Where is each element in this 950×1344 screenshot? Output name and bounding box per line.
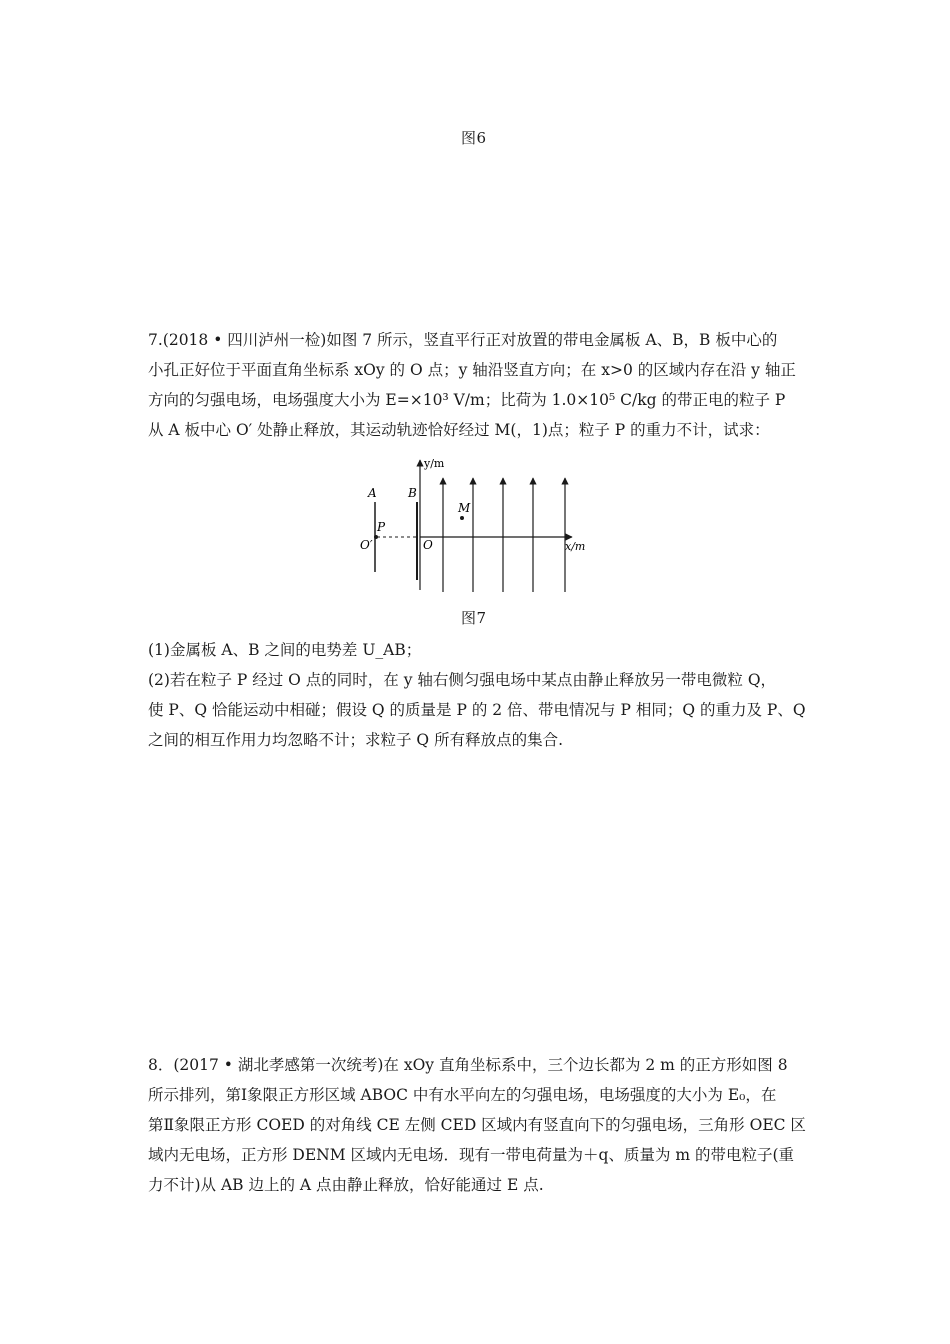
point-p-label: P xyxy=(377,520,386,534)
problem-8-text xyxy=(148,1050,808,1200)
plate-b-label: B xyxy=(408,486,417,500)
problem-7-line: 7.(2018 • 四川泸州一检)如图 7 所示，竖直平行正对放置的带电金属板 A、B，B 板中心的 xyxy=(148,331,778,349)
problem-8-line: 力不计)从 AB 边上的 A 点由静止释放，恰好能通过 E 点. xyxy=(148,1176,544,1194)
point-o-prime-label: O′ xyxy=(360,538,373,552)
question-2-line: 使 P、Q 恰能运动中相碰；假设 Q 的质量是 P 的 2 倍、带电情况与 P 相同；Q 的重力及 P、Q xyxy=(148,701,806,719)
point-p-dot xyxy=(374,535,378,539)
figure-7-caption: 图7 xyxy=(461,609,487,627)
point-m-label: M xyxy=(458,501,471,515)
problem-7-questions xyxy=(148,635,808,755)
point-m-dot xyxy=(460,516,464,520)
x-axis-label: x/m xyxy=(565,540,586,553)
figure-6-caption: 图6 xyxy=(461,129,487,147)
problem-8-line: 8．(2017 • 湖北孝感第一次统考)在 xOy 直角坐标系中，三个边长都为 2 m 的正方形如图 8 xyxy=(148,1056,788,1074)
origin-label: O xyxy=(423,538,433,552)
question-2-line: (2)若在粒子 P 经过 O 点的同时，在 y 轴右侧匀强电场中某点由静止释放另一带电微粒 Q， xyxy=(148,671,777,689)
question-2-line: 之间的相互作用力均忽略不计；求粒子 Q 所有释放点的集合. xyxy=(148,731,563,749)
problem-8-line: 第Ⅱ象限正方形 COED 的对角线 CE 左侧 CED 区域内有竖直向下的匀强电场，三角形 OEC 区 xyxy=(148,1116,806,1134)
question-1: (1)金属板 A、B 之间的电势差 U_AB； xyxy=(148,641,422,659)
problem-8-line: 域内无电场，正方形 DENM 区域内无电场．现有一带电荷量为＋q、质量为 m 的带电粒子(重 xyxy=(148,1146,795,1164)
problem-7-line: 方向的匀强电场，电场强度大小为 E=×10³ V/m；比荷为 1.0×10⁵ C/kg 的带正电的粒子 P xyxy=(148,391,786,409)
problem-7-line: 从 A 板中心 O′ 处静止释放，其运动轨迹恰好经过 M(，1)点；粒子 P 的重力不计，试求： xyxy=(148,421,770,439)
plate-a-label: A xyxy=(368,486,377,500)
problem-8-line: 所示排列，第Ⅰ象限正方形区域 ABOC 中有水平向左的匀强电场，电场强度的大小为 E₀，在 xyxy=(148,1086,777,1104)
y-axis-label: y/m xyxy=(424,457,445,470)
problem-7-line: 小孔正好位于平面直角坐标系 xOy 的 O 点；y 轴沿竖直方向；在 x>0 的区域内存在沿 y 轴正 xyxy=(148,361,796,379)
